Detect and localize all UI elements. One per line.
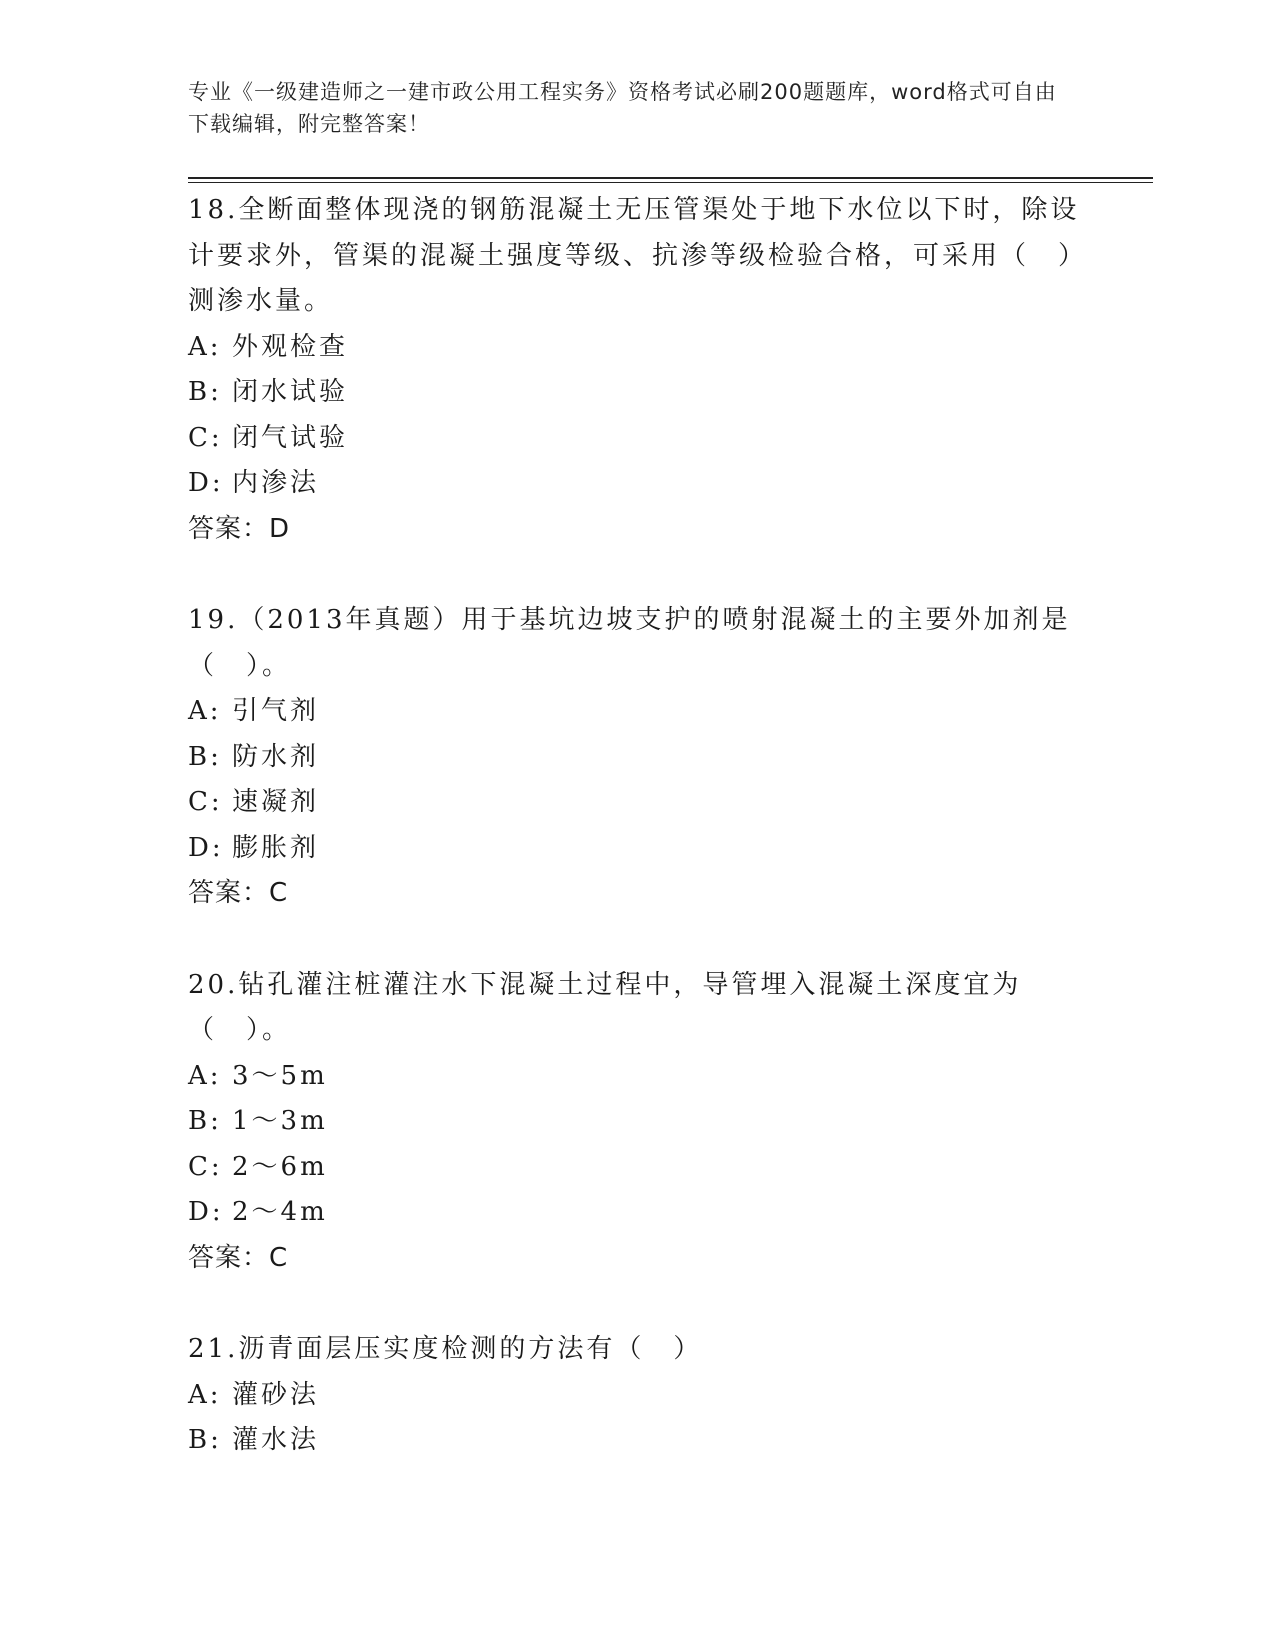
option-text: 速凝剂 (232, 787, 320, 817)
question-20 (188, 963, 1088, 1282)
option-letter: A: (188, 1060, 222, 1091)
option-letter: B: (188, 377, 222, 407)
option-letter: C: (188, 422, 223, 453)
option-text: 灌水法 (232, 1425, 320, 1455)
option-c (188, 416, 1088, 462)
option-a (188, 689, 1088, 735)
option-c (188, 1145, 1088, 1191)
question-19 (188, 598, 1088, 917)
question-list (188, 188, 1088, 1510)
option-d (188, 826, 1088, 872)
option-b (188, 1099, 1088, 1145)
option-letter: B: (188, 1425, 222, 1455)
option-text: 内渗法 (232, 468, 320, 498)
option-text: 引气剂 (232, 696, 320, 726)
question-21 (188, 1327, 1088, 1464)
question-18 (188, 188, 1088, 552)
option-letter: C: (188, 1151, 223, 1182)
option-letter: B: (188, 1106, 222, 1136)
answer-line: 答案：C (188, 878, 289, 908)
option-b (188, 370, 1088, 416)
option-text: 1～3m (232, 1106, 328, 1136)
option-text: 防水剂 (232, 741, 320, 772)
option-letter: C: (188, 787, 223, 817)
question-stem: 21.沥青面层压实度检测的方法有（ ） (188, 1334, 703, 1364)
option-a (188, 1054, 1088, 1100)
header-divider-thin (188, 182, 1153, 183)
question-stem: 20.钻孔灌注桩灌注水下混凝土过程中，导管埋入混凝土深度宜为（ ）。 (188, 969, 1022, 1045)
option-letter: D: (188, 468, 224, 498)
option-text: 膨胀剂 (232, 832, 320, 863)
question-stem: 18.全断面整体现浇的钢筋混凝土无压管渠处于地下水位以下时，除设计要求外，管渠的混凝土强度等级、抗渗等级检验合格，可采用（ ）测渗水量。 (188, 195, 1088, 316)
option-letter: D: (188, 832, 224, 863)
option-text: 灌砂法 (232, 1379, 320, 1410)
option-b (188, 735, 1088, 781)
option-letter: D: (188, 1197, 224, 1227)
option-text: 2～6m (232, 1151, 328, 1182)
option-letter: A: (188, 696, 222, 726)
option-text: 闭气试验 (232, 422, 349, 453)
question-stem: 19.（2013年真题）用于基坑边坡支护的喷射混凝土的主要外加剂是（ ）。 (188, 605, 1071, 681)
header-divider (188, 177, 1153, 179)
option-text: 2～4m (232, 1197, 328, 1227)
option-d (188, 1190, 1088, 1236)
option-a (188, 1373, 1088, 1419)
option-letter: A: (188, 331, 222, 362)
option-b (188, 1418, 1088, 1464)
answer-line: 答案：D (188, 513, 291, 544)
option-text: 3～5m (232, 1060, 328, 1091)
option-letter: B: (188, 741, 222, 772)
option-letter: A: (188, 1379, 222, 1410)
document-header: 专业《一级建造师之一建市政公用工程实务》资格考试必刷200题题库，word格式可自由下载编辑，附完整答案！ (188, 80, 1057, 136)
option-d (188, 461, 1088, 507)
option-text: 外观检查 (232, 331, 349, 362)
option-c (188, 780, 1088, 826)
answer-line: 答案：C (188, 1242, 289, 1273)
option-text: 闭水试验 (232, 377, 349, 407)
option-a (188, 325, 1088, 371)
